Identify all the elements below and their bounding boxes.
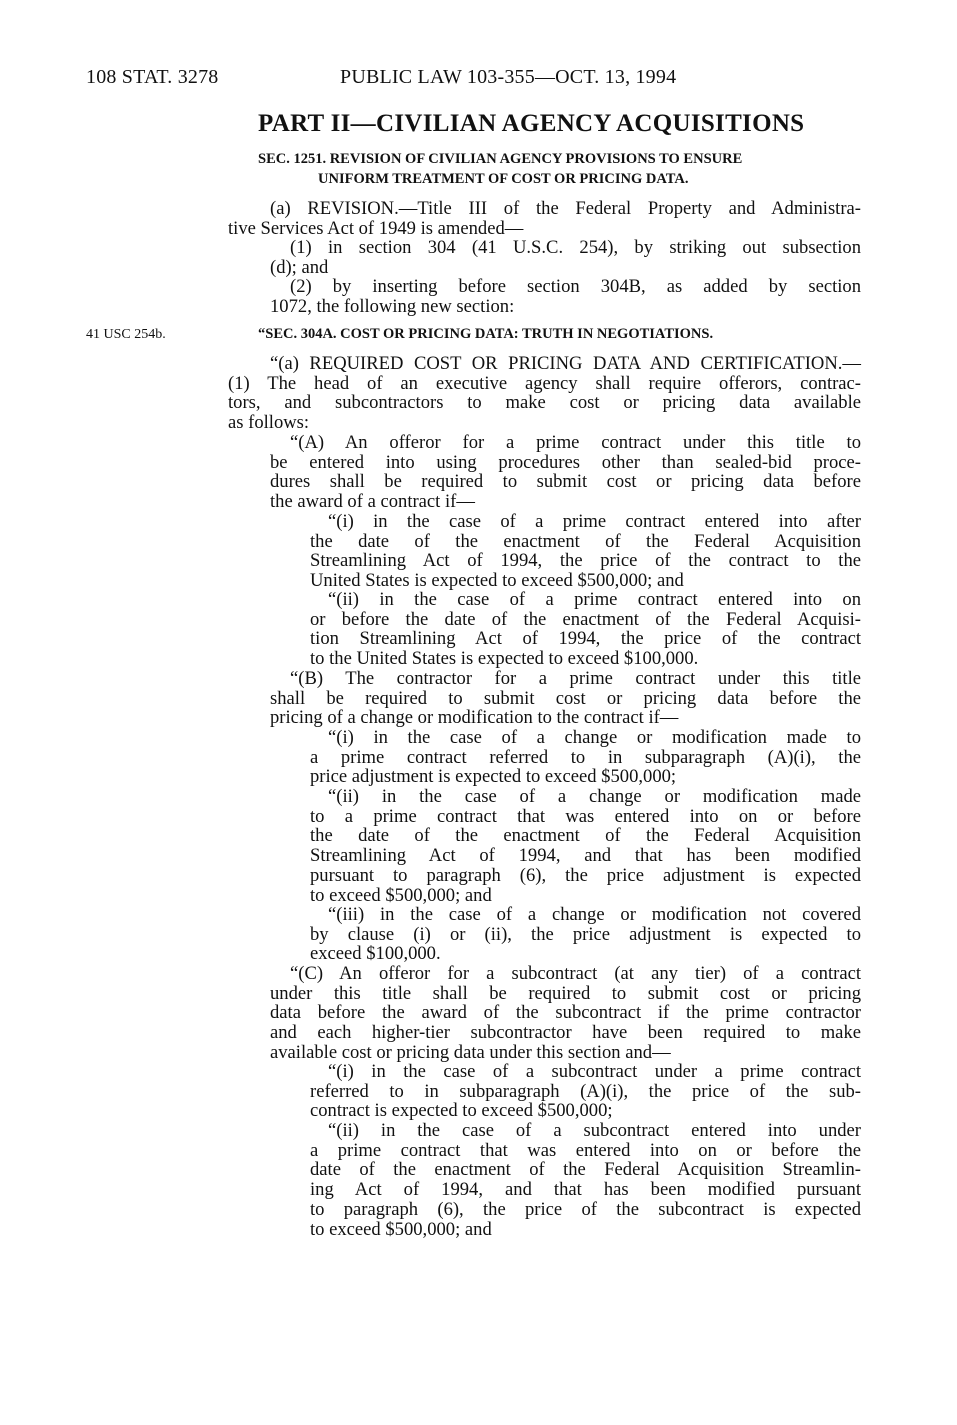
paragraph-line: referred to in subparagraph (A)(i), the price of the sub- <box>310 1080 861 1102</box>
paragraph-line: shall be required to submit cost or pricing data before the <box>270 687 861 709</box>
paragraph-line: (2) by inserting before section 304B, as added by section <box>290 276 861 297</box>
paragraph-line: under this title shall be required to submit cost or pricing <box>270 982 861 1004</box>
paragraph-line: “(B) The contractor for a prime contract under this title <box>290 668 861 689</box>
paragraph-line: and each higher-tier subcontractor have been required to make <box>270 1022 861 1044</box>
paragraph-line: by clause (i) or (ii), the price adjustment is expected to <box>310 923 861 945</box>
paragraph-line: United States is expected to exceed $500,000; and <box>310 570 684 592</box>
paragraph-line: “(i) in the case of a prime contract entered into after <box>328 511 861 532</box>
paragraph-line: contract is expected to exceed $500,000; <box>310 1100 613 1122</box>
page-citation: 108 STAT. 3278 <box>86 66 219 88</box>
paragraph-line: date of the enactment of the Federal Acquisition Streamlin- <box>310 1159 861 1181</box>
margin-note: 41 USC 254b. <box>86 327 166 342</box>
section-title-line-2: UNIFORM TREATMENT OF COST OR PRICING DATA. <box>318 171 689 187</box>
running-header: PUBLIC LAW 103-355—OCT. 13, 1994 <box>340 66 677 88</box>
paragraph-line: data before the award of the subcontract if the prime contractor <box>270 1002 861 1024</box>
paragraph-line: (d); and <box>270 256 329 278</box>
paragraph-line: a prime contract that was entered into on or before the <box>310 1139 861 1161</box>
paragraph-line: price adjustment is expected to exceed $500,000; <box>310 766 677 788</box>
paragraph-line: ing Act of 1994, and that has been modified pursuant <box>310 1179 861 1201</box>
paragraph-line: “(i) in the case of a subcontract under a prime contract <box>328 1061 861 1082</box>
paragraph-line: tive Services Act of 1949 is amended— <box>228 217 524 239</box>
part-title: PART II—CIVILIAN AGENCY ACQUISITIONS <box>258 110 805 137</box>
paragraph-line: “(i) in the case of a change or modification made to <box>328 727 861 748</box>
paragraph-line: “(iii) in the case of a change or modification not covered <box>328 904 861 925</box>
paragraph-line: Streamlining Act of 1994, and that has been modified <box>310 845 861 867</box>
paragraph-line: exceed $100,000. <box>310 943 441 965</box>
paragraph-line: be entered into using procedures other than sealed-bid proce- <box>270 451 861 473</box>
paragraph-line: “(ii) in the case of a change or modification made <box>328 786 861 807</box>
paragraph-line: the date of the enactment of the Federal Acquisition <box>310 530 861 552</box>
paragraph-line: pricing of a change or modification to the contract if— <box>270 707 679 729</box>
paragraph-line: a prime contract referred to in subparagraph (A)(i), the <box>310 746 861 768</box>
paragraph-line: “(A) An offeror for a prime contract under this title to <box>290 432 861 453</box>
paragraph-line: to paragraph (6), the price of the subcontract is expected <box>310 1198 861 1220</box>
paragraph-line: “(C) An offeror for a subcontract (at any tier) of a contract <box>290 963 861 984</box>
paragraph-line: “(ii) in the case of a prime contract entered into on <box>328 589 861 610</box>
paragraph-line: (1) The head of an executive agency shall require offerors, contrac- <box>228 372 861 394</box>
paragraph-line: 1072, the following new section: <box>270 295 515 317</box>
paragraph-line: to a prime contract that was entered into on or before <box>310 805 861 827</box>
paragraph-line: “(a) REQUIRED COST OR PRICING DATA AND CERTIFICATION.— <box>270 353 861 374</box>
paragraph-line: (1) in section 304 (41 U.S.C. 254), by striking out subsection <box>290 237 861 258</box>
paragraph-line: available cost or pricing data under this section and— <box>270 1041 671 1063</box>
paragraph-line: to the United States is expected to exceed $100,000. <box>310 648 699 670</box>
paragraph-line: pursuant to paragraph (6), the price adjustment is expected <box>310 864 861 886</box>
paragraph-line: to exceed $500,000; and <box>310 884 492 906</box>
paragraph-line: “(ii) in the case of a subcontract entered into under <box>328 1120 861 1141</box>
section-title-line-1: SEC. 1251. REVISION OF CIVILIAN AGENCY PROVISIONS TO ENSURE <box>258 151 743 167</box>
paragraph-line: Streamlining Act of 1994, the price of the contract to the <box>310 550 861 572</box>
paragraph-line: the date of the enactment of the Federal Acquisition <box>310 825 861 847</box>
paragraph-line: (a) REVISION.—Title III of the Federal Property and Administra- <box>270 198 861 219</box>
paragraph-line: tors, and subcontractors to make cost or pricing data available <box>228 392 861 414</box>
new-section-heading: “SEC. 304A. COST OR PRICING DATA: TRUTH IN NEGOTIATIONS. <box>258 326 714 342</box>
paragraph-line: tion Streamlining Act of 1994, the price of the contract <box>310 628 861 650</box>
paragraph-line: or before the date of the enactment of the Federal Acquisi- <box>310 608 861 630</box>
paragraph-line: dures shall be required to submit cost or pricing data before <box>270 471 861 493</box>
paragraph-line: to exceed $500,000; and <box>310 1218 492 1240</box>
paragraph-line: as follows: <box>228 412 310 434</box>
paragraph-line: the award of a contract if— <box>270 491 475 513</box>
